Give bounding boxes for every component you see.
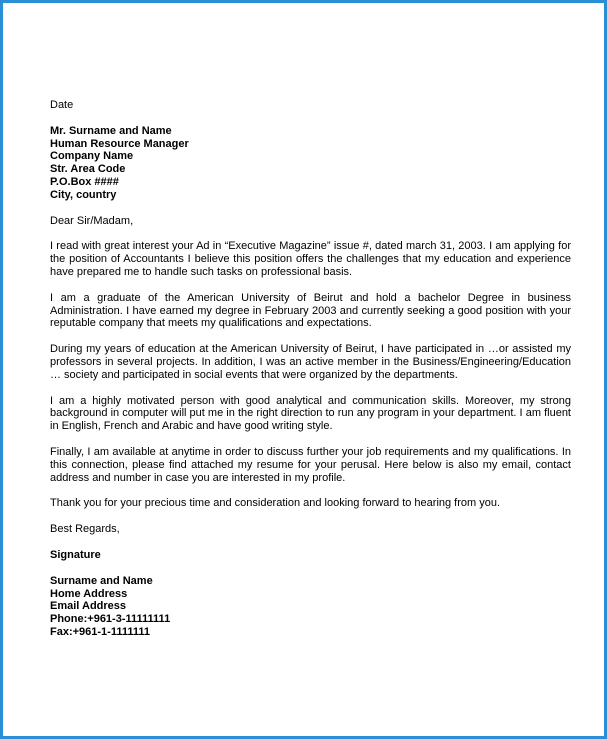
body-paragraph: I read with great interest your Ad in “Executive Magazine” issue #, dated march 31, 2003. I am applying for the position of Accountants I believe this position offers the challenges that my education and experience have prepared me to handle such tasks on professional basis. [50,240,571,278]
closing: Best Regards, [50,523,120,536]
sender-line: Fax:+961-1-1111111 [50,625,151,638]
body-paragraph: Finally, I am available at anytime in order to discuss further your job requirements and my qualifications. In this connection, please find attached my resume for your perusal. Here below is also my email, contact address and number in case you are interested in my profile. [50,445,571,484]
body-paragraph: I am a highly motivated person with good analytical and communication skills. Moreover, my strong background in computer will put me in the right direction to run any program in your department. I am fluent in English, French and Arabic and have good writing style. [50,394,571,433]
recipient-line: Company Name [50,150,134,163]
date-line: Date [50,99,74,111]
recipient-line: Human Resource Manager [50,137,189,150]
sender-line: Phone:+961-3-11111111 [50,613,171,626]
body-paragraph: I am a graduate of the American University of Beirut and hold a bachelor Degree in business Administration. I have earned my degree in February 2003 and currently seeking a good position with your reputable company that meets my qualifications and expectations. [50,291,571,330]
recipient-address [50,125,571,202]
sender-line: Home Address [50,587,128,600]
recipient-line: City, country [50,188,117,201]
recipient-line: Mr. Surname and Name [50,124,172,137]
sender-line: Surname and Name [50,574,153,587]
body-paragraph: During my years of education at the American University of Beirut, I have participated in …or assisted my professors in several projects. In addition, I was an active member in the Business/Engineering/Education … society and participated in social events that were organized by the departments. [50,343,571,381]
sender-line: Email Address [50,600,127,613]
recipient-line: P.O.Box #### [50,175,119,188]
recipient-line: Str. Area Code [50,163,126,176]
body-paragraph: Thank you for your precious time and consideration and looking forward to hearing from you. [50,497,501,510]
sender-details [50,575,571,639]
signature-line: Signature [50,548,101,561]
salutation: Dear Sir/Madam, [50,214,134,227]
letter-body [50,99,571,639]
